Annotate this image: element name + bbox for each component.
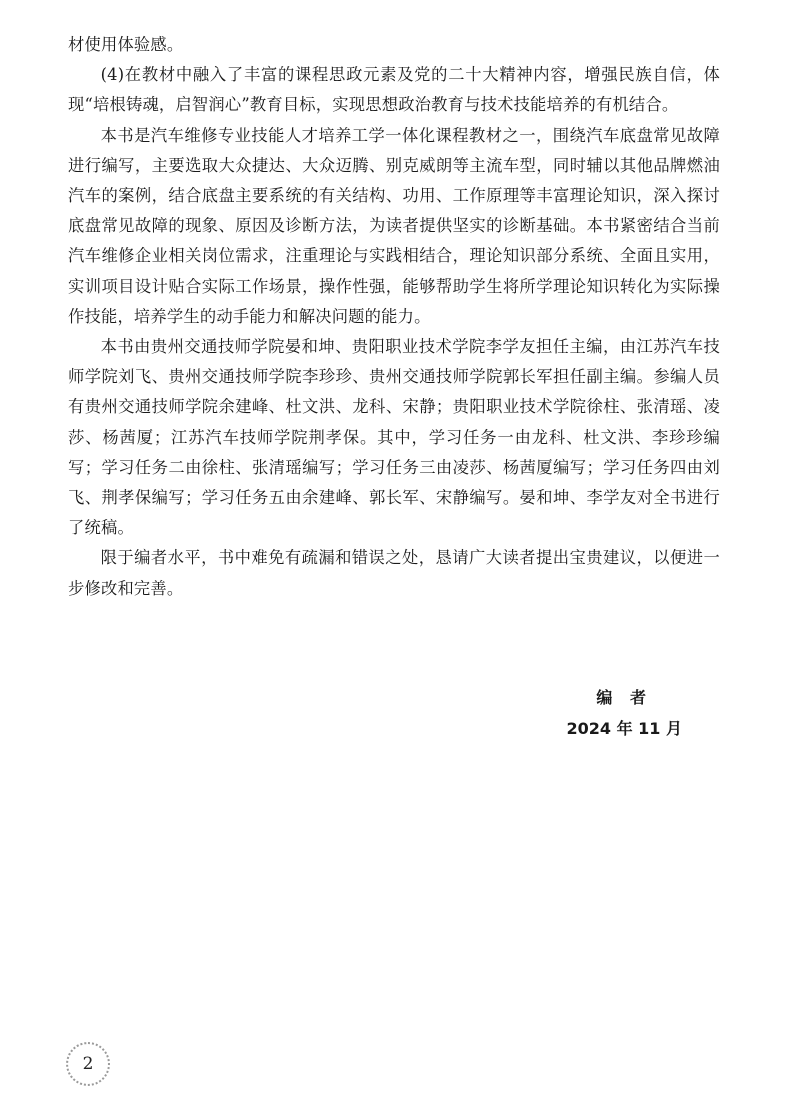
- paragraph: 本书是汽车维修专业技能人才培养工学一体化课程教材之一，围绕汽车底盘常见故障进行编写，主要选取大众捷达、大众迈腾、别克威朗等主流车型，同时辅以其他品牌燃油汽车的案例，结合底盘主要系统的有关结构、功用、工作原理等丰富理论知识，深入探讨底盘常见故障的现象、原因及诊断方法，为读者提供坚实的诊断基础。本书紧密结合当前汽车维修企业相关岗位需求，注重理论与实践相结合，理论知识部分系统、全面且实用，实训项目设计贴合实际工作场景，操作性强，能够帮助学生将所学理论知识转化为实际操作技能，培养学生的动手能力和解决问题的能力。: [68, 125, 720, 326]
- page-number-badge: [66, 1042, 114, 1090]
- signature-author: 编 者: [596, 688, 652, 707]
- paragraph: 限于编者水平，书中难免有疏漏和错误之处，恳请广大读者提出宝贵建议，以便进一步修改和完善。: [68, 548, 720, 598]
- paragraph: 材使用体验感。: [68, 35, 184, 54]
- signature-date: 2024 年 11 月: [566, 719, 682, 738]
- page-number: 2: [82, 1054, 94, 1074]
- signature-block: [482, 682, 682, 744]
- paragraph: 本书由贵州交通技师学院晏和坤、贵阳职业技术学院李学友担任主编，由江苏汽车技师学院刘飞、贵州交通技师学院李珍珍、贵州交通技师学院郭长军担任副主编。参编人员有贵州交通技师学院余建峰、杜文洪、龙科、宋静；贵阳职业技术学院徐柱、张清瑶、凌莎、杨茜厦；江苏汽车技师学院荆孝保。其中，学习任务一由龙科、杜文洪、李珍珍编写；学习任务二由徐柱、张清瑶编写；学习任务三由凌莎、杨茜厦编写；学习任务四由刘飞、荆孝保编写；学习任务五由余建峰、郭长军、宋静编写。晏和坤、李学友对全书进行了统稿。: [68, 337, 720, 538]
- paragraph: (4)在教材中融入了丰富的课程思政元素及党的二十大精神内容，增强民族自信，体现“培根铸魂，启智润心”教育目标，实现思想政治教育与技术技能培养的有机结合。: [68, 65, 720, 115]
- body-text: [68, 30, 720, 604]
